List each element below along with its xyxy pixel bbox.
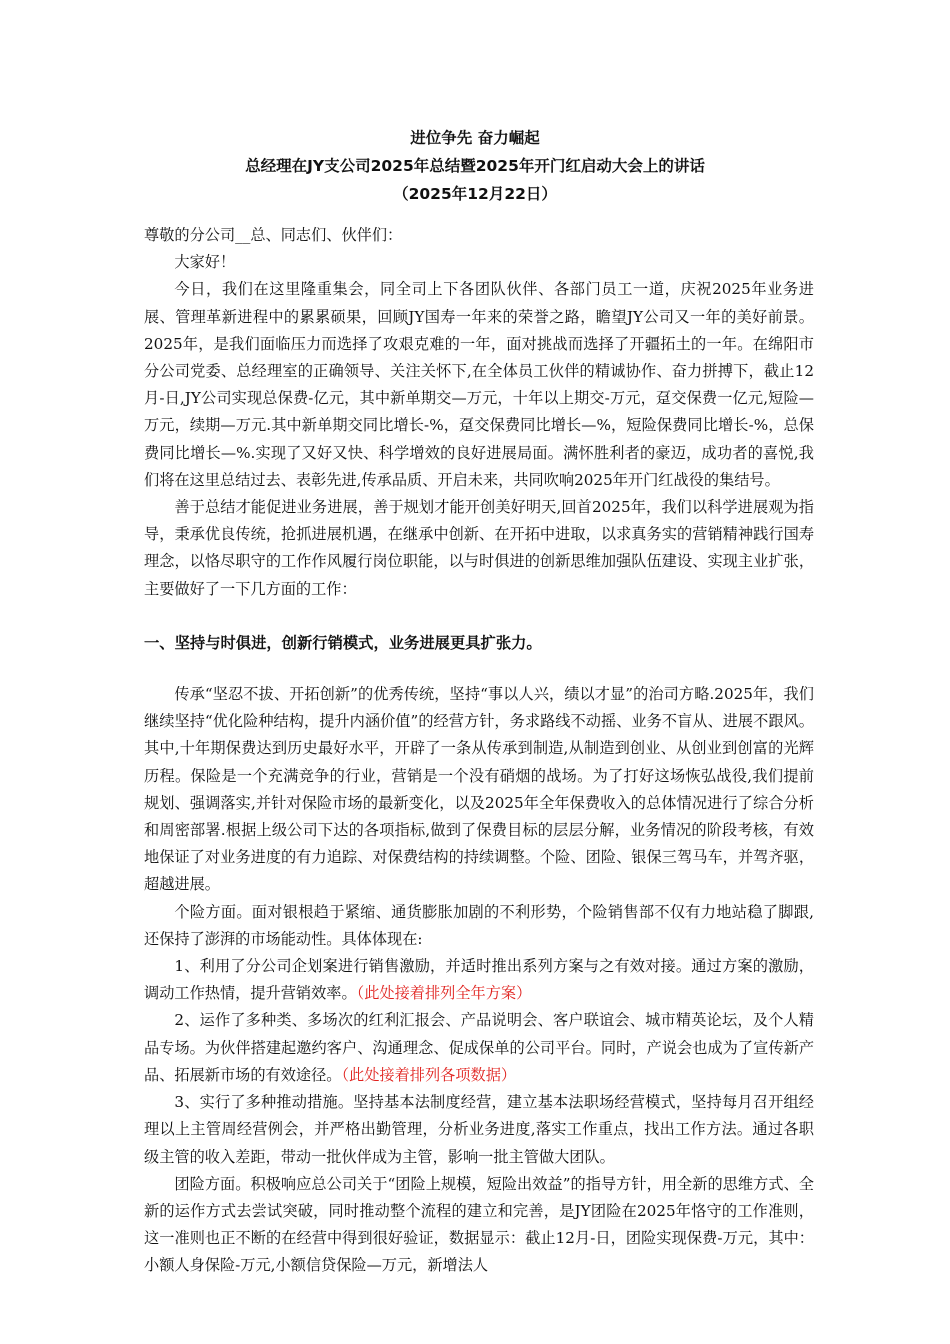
document-date: （2025年12月22日） [393, 185, 557, 203]
document-title: 进位争先 奋力崛起 [410, 129, 540, 147]
salutation: 尊敬的分公司__总、同志们、伙伴们： [144, 226, 403, 244]
list-item-3: 3、实行了多种推动措施。坚持基本法制度经营，建立基本法职场经营模式，坚持每月召开组经理以上主管周经营例会，并严格出勤管理，分析业务进度,落实工作重点，找出工作方法。通过各职级主管的收入差距，带动一批伙伴成为主管，影响一批主管做大团队。 [144, 1093, 814, 1166]
placeholder-note-plans: （此处接着排列全年方案） [356, 984, 532, 1003]
list-item-1 [144, 953, 814, 1007]
document-subtitle: 总经理在JY支公司2025年总结暨2025年开门红启动大会上的讲话 [245, 157, 705, 175]
list-item-2-text: 2、运作了多种类、多场次的红利汇报会、产品说明会、客户联谊会、城市精英论坛，及个人精品专场。为伙伴搭建起邀约客户、沟通理念、促成保单的公司平台。同时，产说会也成为了宣传新产品、拓展新市场的有效途径。 [144, 1011, 814, 1084]
paragraph-opening: 今日，我们在这里隆重集会，同全司上下各团队伙伴、各部门员工一道，庆祝2025年业务进展、管理革新进程中的累累硕果，回顾JY国寿一年来的荣誉之路，瞻望JY公司又一年的美好前景。2025年，是我们面临压力而选择了攻艰克难的一年，面对挑战而选择了开疆拓土的一年。在绵阳市分公司党委、总经理室的正确领导、关注关怀下,在全体员工伙伴的精诚协作、奋力拼搏下，截止12月-日,JY公司实现总保费-亿元，其中新单期交—万元，十年以上期交-万元，趸交保费一亿元,短险—万元，续期—万元.其中新单期交同比增长-%，趸交保费同比增长—%，短险保费同比增长-%，总保费同比增长—%.实现了又好又快、科学增效的良好进展局面。满怀胜利者的豪迈，成功者的喜悦,我们将在这里总结过去、表彰先进,传承品质、开启未来，共同吹响2025年开门红战役的集结号。 [144, 280, 814, 489]
section-heading-1: 一、坚持与时俱进，创新行销模式，业务进展更具扩张力。 [144, 633, 542, 652]
paragraph-group-insurance: 团险方面。积极响应总公司关于“团险上规模，短险出效益”的指导方针，用全新的思维方式、全新的运作方式去尝试突破，同时推动整个流程的建立和完善，是JY团险在2025年恪守的工作准则，这一准则也正不断的在经营中得到很好验证，数据显示：截止12月-日，团险实现保费-万元，其中：小额人身保险-万元,小额信贷保险—万元，新增法人 [144, 1174, 814, 1275]
document-body [144, 222, 814, 1280]
placeholder-note-data: （此处接着排列各项数据） [341, 1065, 517, 1084]
list-item-1-text: 1、利用了分公司企划案进行销售激励，并适时推出系列方案与之有效对接。通过方案的激励，调动工作热情，提升营销效率。 [144, 957, 814, 1003]
greeting: 大家好！ [174, 253, 236, 272]
paragraph-summary-intro: 善于总结才能促进业务进展，善于规划才能开创美好明天,回首2025年，我们以科学进展观为指导，秉承优良传统，抢抓进展机遇，在继承中创新、在开拓中进取，以求真务实的营销精神践行国寿理念，以恪尽职守的工作作风履行岗位职能，以与时俱进的创新思维加强队伍建设、实现主业扩张，主要做好了一下几方面的工作： [144, 498, 814, 598]
document-title-block [0, 124, 950, 208]
paragraph-strategy: 传承“坚忍不拔、开拓创新”的优秀传统，坚持“事以人兴，绩以才显”的治司方略.2025年，我们继续坚持“优化险种结构，提升内涵价值”的经营方针，务求路线不动摇、业务不盲从、进展不跟风。其中,十年期保费达到历史最好水平，开辟了一条从传承到制造,从制造到创业、从创业到创富的光辉历程。保险是一个充满竞争的行业，营销是一个没有硝烟的战场。为了打好这场恢弘战役,我们提前规划、强调落实,并针对保险市场的最新变化，以及2025年全年保费收入的总体情况进行了综合分析和周密部署.根据上级公司下达的各项指标,做到了保费目标的层层分解，业务情况的阶段考核，有效地保证了对业务进度的有力追踪、对保费结构的持续调整。个险、团险、银保三驾马车，并驾齐驱，超越进展。 [144, 685, 814, 894]
paragraph-individual-insurance: 个险方面。面对银根趋于紧缩、通货膨胀加剧的不利形势，个险销售部不仅有力地站稳了脚跟,还保持了澎湃的市场能动性。具体体现在: [144, 902, 814, 948]
list-item-2 [144, 1007, 814, 1089]
